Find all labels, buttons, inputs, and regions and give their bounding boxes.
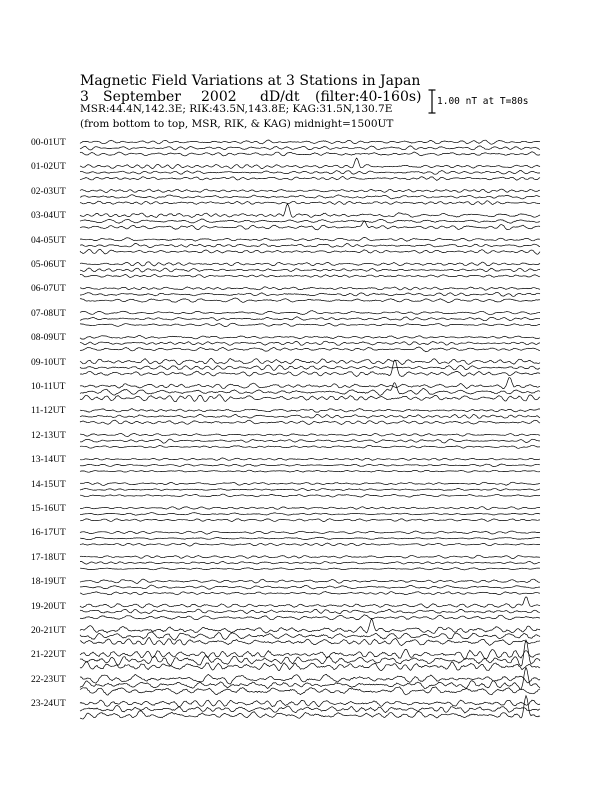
trace-rik-22-23UT <box>80 668 540 690</box>
trace-rik-11-12UT <box>80 414 540 418</box>
trace-msr-03-04UT <box>80 221 540 230</box>
trace-kag-04-05UT <box>80 238 540 242</box>
date-day: 3 <box>80 89 89 105</box>
trace-rik-06-07UT <box>80 292 540 296</box>
trace-rik-17-18UT <box>80 561 540 564</box>
trace-msr-23-24UT <box>80 696 540 719</box>
trace-rik-05-06UT <box>80 268 540 272</box>
trace-msr-18-19UT <box>80 592 540 595</box>
date-year: 2002 <box>201 89 237 105</box>
trace-kag-07-08UT <box>80 311 540 315</box>
trace-rik-20-21UT <box>80 632 540 640</box>
trace-kag-12-13UT <box>80 434 540 437</box>
stations-info: MSR:44.4N,142.3E; RIK:43.5N,143.8E; KAG:31.5N,130.7E <box>80 103 393 115</box>
trace-kag-02-03UT <box>80 189 540 193</box>
hour-label: 03-04UT <box>31 211 66 222</box>
trace-msr-12-13UT <box>80 446 540 449</box>
trace-msr-07-08UT <box>80 323 540 326</box>
date-month: September <box>103 89 181 105</box>
trace-kag-05-06UT <box>80 262 540 266</box>
trace-kag-18-19UT <box>80 579 540 583</box>
hour-label: 15-16UT <box>31 504 66 514</box>
trace-msr-00-01UT <box>80 152 540 156</box>
trace-kag-00-01UT <box>80 140 540 144</box>
trace-rik-07-08UT <box>80 317 540 321</box>
hour-label: 19-20UT <box>31 601 66 612</box>
hour-label: 22-23UT <box>31 674 66 685</box>
trace-kag-06-07UT <box>80 287 540 290</box>
trace-rik-23-24UT <box>80 705 540 713</box>
trace-kag-13-14UT <box>80 458 540 460</box>
trace-msr-22-23UT <box>80 687 540 695</box>
trace-rik-14-15UT <box>80 488 540 490</box>
trace-msr-17-18UT <box>80 568 540 570</box>
hour-label: 10-11UT <box>31 382 66 392</box>
trace-msr-04-05UT <box>80 249 540 254</box>
trace-kag-03-04UT <box>80 204 540 218</box>
trace-msr-14-15UT <box>80 494 540 497</box>
trace-kag-15-16UT <box>80 507 540 510</box>
hour-label: 17-18UT <box>31 552 66 563</box>
trace-rik-21-22UT <box>80 640 540 666</box>
hour-label: 06-07UT <box>31 284 66 295</box>
trace-kag-10-11UT <box>80 378 540 389</box>
trace-rik-02-03UT <box>80 195 540 199</box>
page-title: Magnetic Field Variations at 3 Stations in Japan <box>80 73 421 89</box>
hour-label: 01-02UT <box>31 162 66 173</box>
hour-label: 04-05UT <box>31 235 66 246</box>
trace-msr-16-17UT <box>80 543 540 546</box>
hour-label: 02-03UT <box>31 186 66 197</box>
trace-rik-09-10UT <box>80 365 540 370</box>
trace-rik-16-17UT <box>80 537 540 540</box>
trace-msr-11-12UT <box>80 420 540 425</box>
trace-msr-13-14UT <box>80 470 540 472</box>
hour-label: 09-10UT <box>31 357 66 368</box>
trace-kag-11-12UT <box>80 409 540 413</box>
trace-rik-15-16UT <box>80 513 540 516</box>
trace-rik-12-13UT <box>80 439 540 443</box>
trace-kag-21-22UT <box>80 649 540 659</box>
trace-kag-14-15UT <box>80 482 540 485</box>
trace-order-note: (from bottom to top, MSR, RIK, & KAG) midnight=1500UT <box>80 118 394 130</box>
trace-msr-10-11UT <box>80 395 540 402</box>
trace-msr-15-16UT <box>80 519 540 522</box>
hour-label: 07-08UT <box>31 308 66 319</box>
trace-kag-17-18UT <box>80 555 540 558</box>
hour-label: 20-21UT <box>31 626 66 636</box>
trace-kag-22-23UT <box>80 674 540 684</box>
trace-rik-08-09UT <box>80 341 540 345</box>
trace-msr-19-20UT <box>80 615 540 620</box>
trace-rik-01-02UT <box>80 170 540 174</box>
trace-rik-00-01UT <box>80 146 540 150</box>
hour-label: 18-19UT <box>31 577 66 588</box>
trace-kag-16-17UT <box>80 531 540 534</box>
trace-rik-03-04UT <box>80 219 540 223</box>
hour-label: 21-22UT <box>31 650 66 661</box>
trace-rik-13-14UT <box>80 464 540 467</box>
trace-kag-08-09UT <box>80 336 540 340</box>
trace-msr-01-02UT <box>80 176 540 180</box>
component-label: dD/dt <box>260 89 300 105</box>
hour-label: 05-06UT <box>31 260 66 270</box>
scale-bar-icon <box>428 89 436 114</box>
trace-rik-18-19UT <box>80 585 540 589</box>
trace-msr-05-06UT <box>80 274 540 277</box>
trace-msr-08-09UT <box>80 347 540 352</box>
hour-label: 14-15UT <box>31 479 66 490</box>
filter-label: (filter:40-160s) <box>315 89 422 105</box>
trace-msr-02-03UT <box>80 201 540 205</box>
hour-label: 12-13UT <box>31 430 66 441</box>
trace-rik-04-05UT <box>80 243 540 247</box>
trace-kag-20-21UT <box>80 619 540 634</box>
hour-label: 08-09UT <box>31 333 66 344</box>
trace-kag-19-20UT <box>80 597 540 608</box>
hour-label: 11-12UT <box>31 406 66 417</box>
hour-label: 23-24UT <box>31 699 66 710</box>
trace-kag-01-02UT <box>80 158 540 169</box>
hour-label: 16-17UT <box>31 528 66 539</box>
trace-kag-09-10UT <box>80 358 540 364</box>
trace-rik-19-20UT <box>80 609 540 614</box>
hour-label: 13-14UT <box>31 455 66 466</box>
scale-label: 1.00 nT at T=80s <box>437 96 529 107</box>
trace-kag-23-24UT <box>80 700 540 707</box>
hour-label: 00-01UT <box>31 138 66 148</box>
trace-msr-20-21UT <box>80 637 540 645</box>
trace-msr-06-07UT <box>80 298 540 303</box>
